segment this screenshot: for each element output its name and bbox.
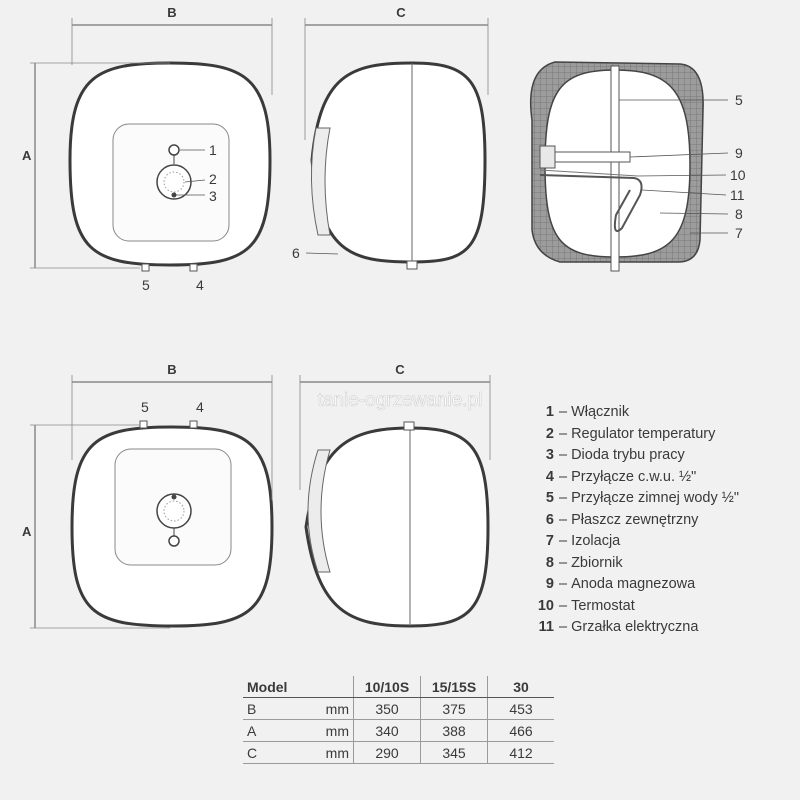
thermostat-flange bbox=[540, 146, 555, 168]
row-unit: mm bbox=[313, 698, 354, 720]
table-header-row bbox=[243, 676, 554, 698]
table-cell: 453 bbox=[488, 698, 555, 720]
legend-dash: – bbox=[559, 468, 568, 485]
table-row bbox=[243, 698, 554, 720]
legend-dash: – bbox=[559, 511, 568, 528]
legend-dash: – bbox=[559, 404, 568, 420]
table-cell: 340 bbox=[354, 720, 421, 742]
table-cell: 412 bbox=[488, 742, 555, 764]
dimension-label-b-alt: B bbox=[167, 362, 177, 377]
legend-number: 11 bbox=[538, 619, 554, 635]
dimensions-table bbox=[243, 676, 554, 764]
header-model: Model bbox=[243, 676, 313, 698]
legend-dash: – bbox=[559, 425, 568, 442]
legend-number: 5 bbox=[545, 490, 554, 506]
header-col-3: 30 bbox=[488, 676, 555, 698]
legend-item bbox=[532, 596, 739, 618]
switch-knob-alt bbox=[169, 536, 179, 546]
parts-legend bbox=[532, 402, 739, 639]
legend-dash: – bbox=[559, 597, 568, 614]
top-front-view bbox=[22, 5, 272, 293]
legend-item bbox=[532, 424, 739, 446]
callout-4: 4 bbox=[196, 277, 204, 293]
anode-bracket bbox=[555, 152, 630, 162]
legend-label: Termostat bbox=[571, 597, 635, 614]
legend-dash: – bbox=[559, 447, 568, 463]
legend-item bbox=[532, 402, 739, 424]
switch-knob bbox=[169, 145, 179, 155]
table-cell: 375 bbox=[421, 698, 488, 720]
legend-label: Zbiornik bbox=[571, 554, 623, 571]
callout-5-section: 5 bbox=[735, 92, 743, 108]
callout-5-alt: 5 bbox=[141, 399, 149, 415]
table-cell: 345 bbox=[421, 742, 488, 764]
legend-label: Anoda magnezowa bbox=[571, 576, 696, 592]
legend-number: 8 bbox=[545, 554, 554, 571]
legend-label: Przyłącze zimnej wody ½" bbox=[571, 490, 740, 506]
callout-2: 2 bbox=[209, 171, 217, 187]
heater-side-body-alt bbox=[306, 428, 488, 626]
legend-item bbox=[532, 467, 739, 489]
legend-item bbox=[532, 553, 739, 575]
anode-rod bbox=[611, 66, 619, 271]
table-cell: 388 bbox=[421, 720, 488, 742]
legend-dash: – bbox=[559, 533, 568, 549]
dimension-label-a: A bbox=[22, 148, 32, 163]
header-unit bbox=[313, 676, 354, 698]
bottom-front-view bbox=[22, 362, 272, 628]
legend-label: Włącznik bbox=[571, 404, 630, 420]
legend-number: 3 bbox=[545, 447, 554, 463]
inlet-pipe bbox=[142, 264, 149, 271]
outlet-pipe bbox=[190, 264, 197, 271]
legend-label: Płaszcz zewnętrzny bbox=[571, 511, 699, 528]
legend-number: 7 bbox=[545, 533, 554, 549]
row-label: C bbox=[243, 742, 313, 764]
legend-number: 1 bbox=[545, 404, 554, 420]
legend-dash: – bbox=[559, 576, 568, 592]
legend-label: Przyłącze c.w.u. ½" bbox=[571, 468, 697, 485]
callout-8: 8 bbox=[735, 206, 743, 222]
callout-4-alt: 4 bbox=[196, 399, 204, 415]
section-view bbox=[531, 62, 746, 271]
header-col-1: 10/10S bbox=[354, 676, 421, 698]
legend-item bbox=[532, 488, 739, 510]
callout-11: 11 bbox=[730, 187, 745, 203]
dimension-label-c-alt: C bbox=[395, 362, 405, 377]
table-cell: 350 bbox=[354, 698, 421, 720]
row-label: B bbox=[243, 698, 313, 720]
legend-item bbox=[532, 531, 739, 553]
legend-number: 9 bbox=[545, 576, 554, 592]
legend-item bbox=[532, 617, 739, 639]
legend-number: 2 bbox=[545, 425, 554, 442]
legend-item bbox=[532, 445, 739, 467]
top-side-view bbox=[292, 5, 488, 269]
legend-dash: – bbox=[559, 619, 568, 635]
callout-3: 3 bbox=[209, 188, 217, 204]
dimension-label-a-alt: A bbox=[22, 524, 32, 539]
row-label: A bbox=[243, 720, 313, 742]
callout-6: 6 bbox=[292, 245, 300, 261]
legend-number: 10 bbox=[537, 597, 554, 614]
table-cell: 466 bbox=[488, 720, 555, 742]
callout-7: 7 bbox=[735, 225, 743, 241]
dimension-label-b: B bbox=[167, 5, 177, 20]
row-unit: mm bbox=[313, 742, 354, 764]
callout-9: 9 bbox=[735, 145, 743, 161]
table-cell: 290 bbox=[354, 742, 421, 764]
outlet-pipe-alt bbox=[190, 421, 197, 428]
legend-label: Izolacja bbox=[571, 533, 621, 549]
callout-5: 5 bbox=[142, 277, 150, 293]
dimension-label-c: C bbox=[396, 5, 406, 20]
legend-label: Dioda trybu pracy bbox=[571, 447, 685, 463]
status-led bbox=[172, 193, 177, 198]
legend-item bbox=[532, 574, 739, 596]
legend-number: 4 bbox=[545, 468, 554, 485]
table-row bbox=[243, 720, 554, 742]
legend-label: Grzałka elektryczna bbox=[571, 619, 699, 635]
legend-dash: – bbox=[559, 554, 568, 571]
bottom-fitting bbox=[407, 261, 417, 269]
callout-10: 10 bbox=[730, 167, 746, 183]
top-fitting bbox=[404, 422, 414, 430]
table-row bbox=[243, 742, 554, 764]
heater-side-body bbox=[312, 63, 485, 262]
watermark: tanie-ogrzewanie.pl bbox=[317, 390, 483, 411]
legend-item bbox=[532, 510, 739, 532]
callout-1: 1 bbox=[209, 142, 217, 158]
row-unit: mm bbox=[313, 720, 354, 742]
header-col-2: 15/15S bbox=[421, 676, 488, 698]
inlet-pipe-alt bbox=[140, 421, 147, 428]
legend-number: 6 bbox=[545, 511, 554, 528]
status-led-alt bbox=[172, 495, 177, 500]
legend-dash: – bbox=[559, 490, 568, 506]
legend-label: Regulator temperatury bbox=[571, 425, 716, 442]
